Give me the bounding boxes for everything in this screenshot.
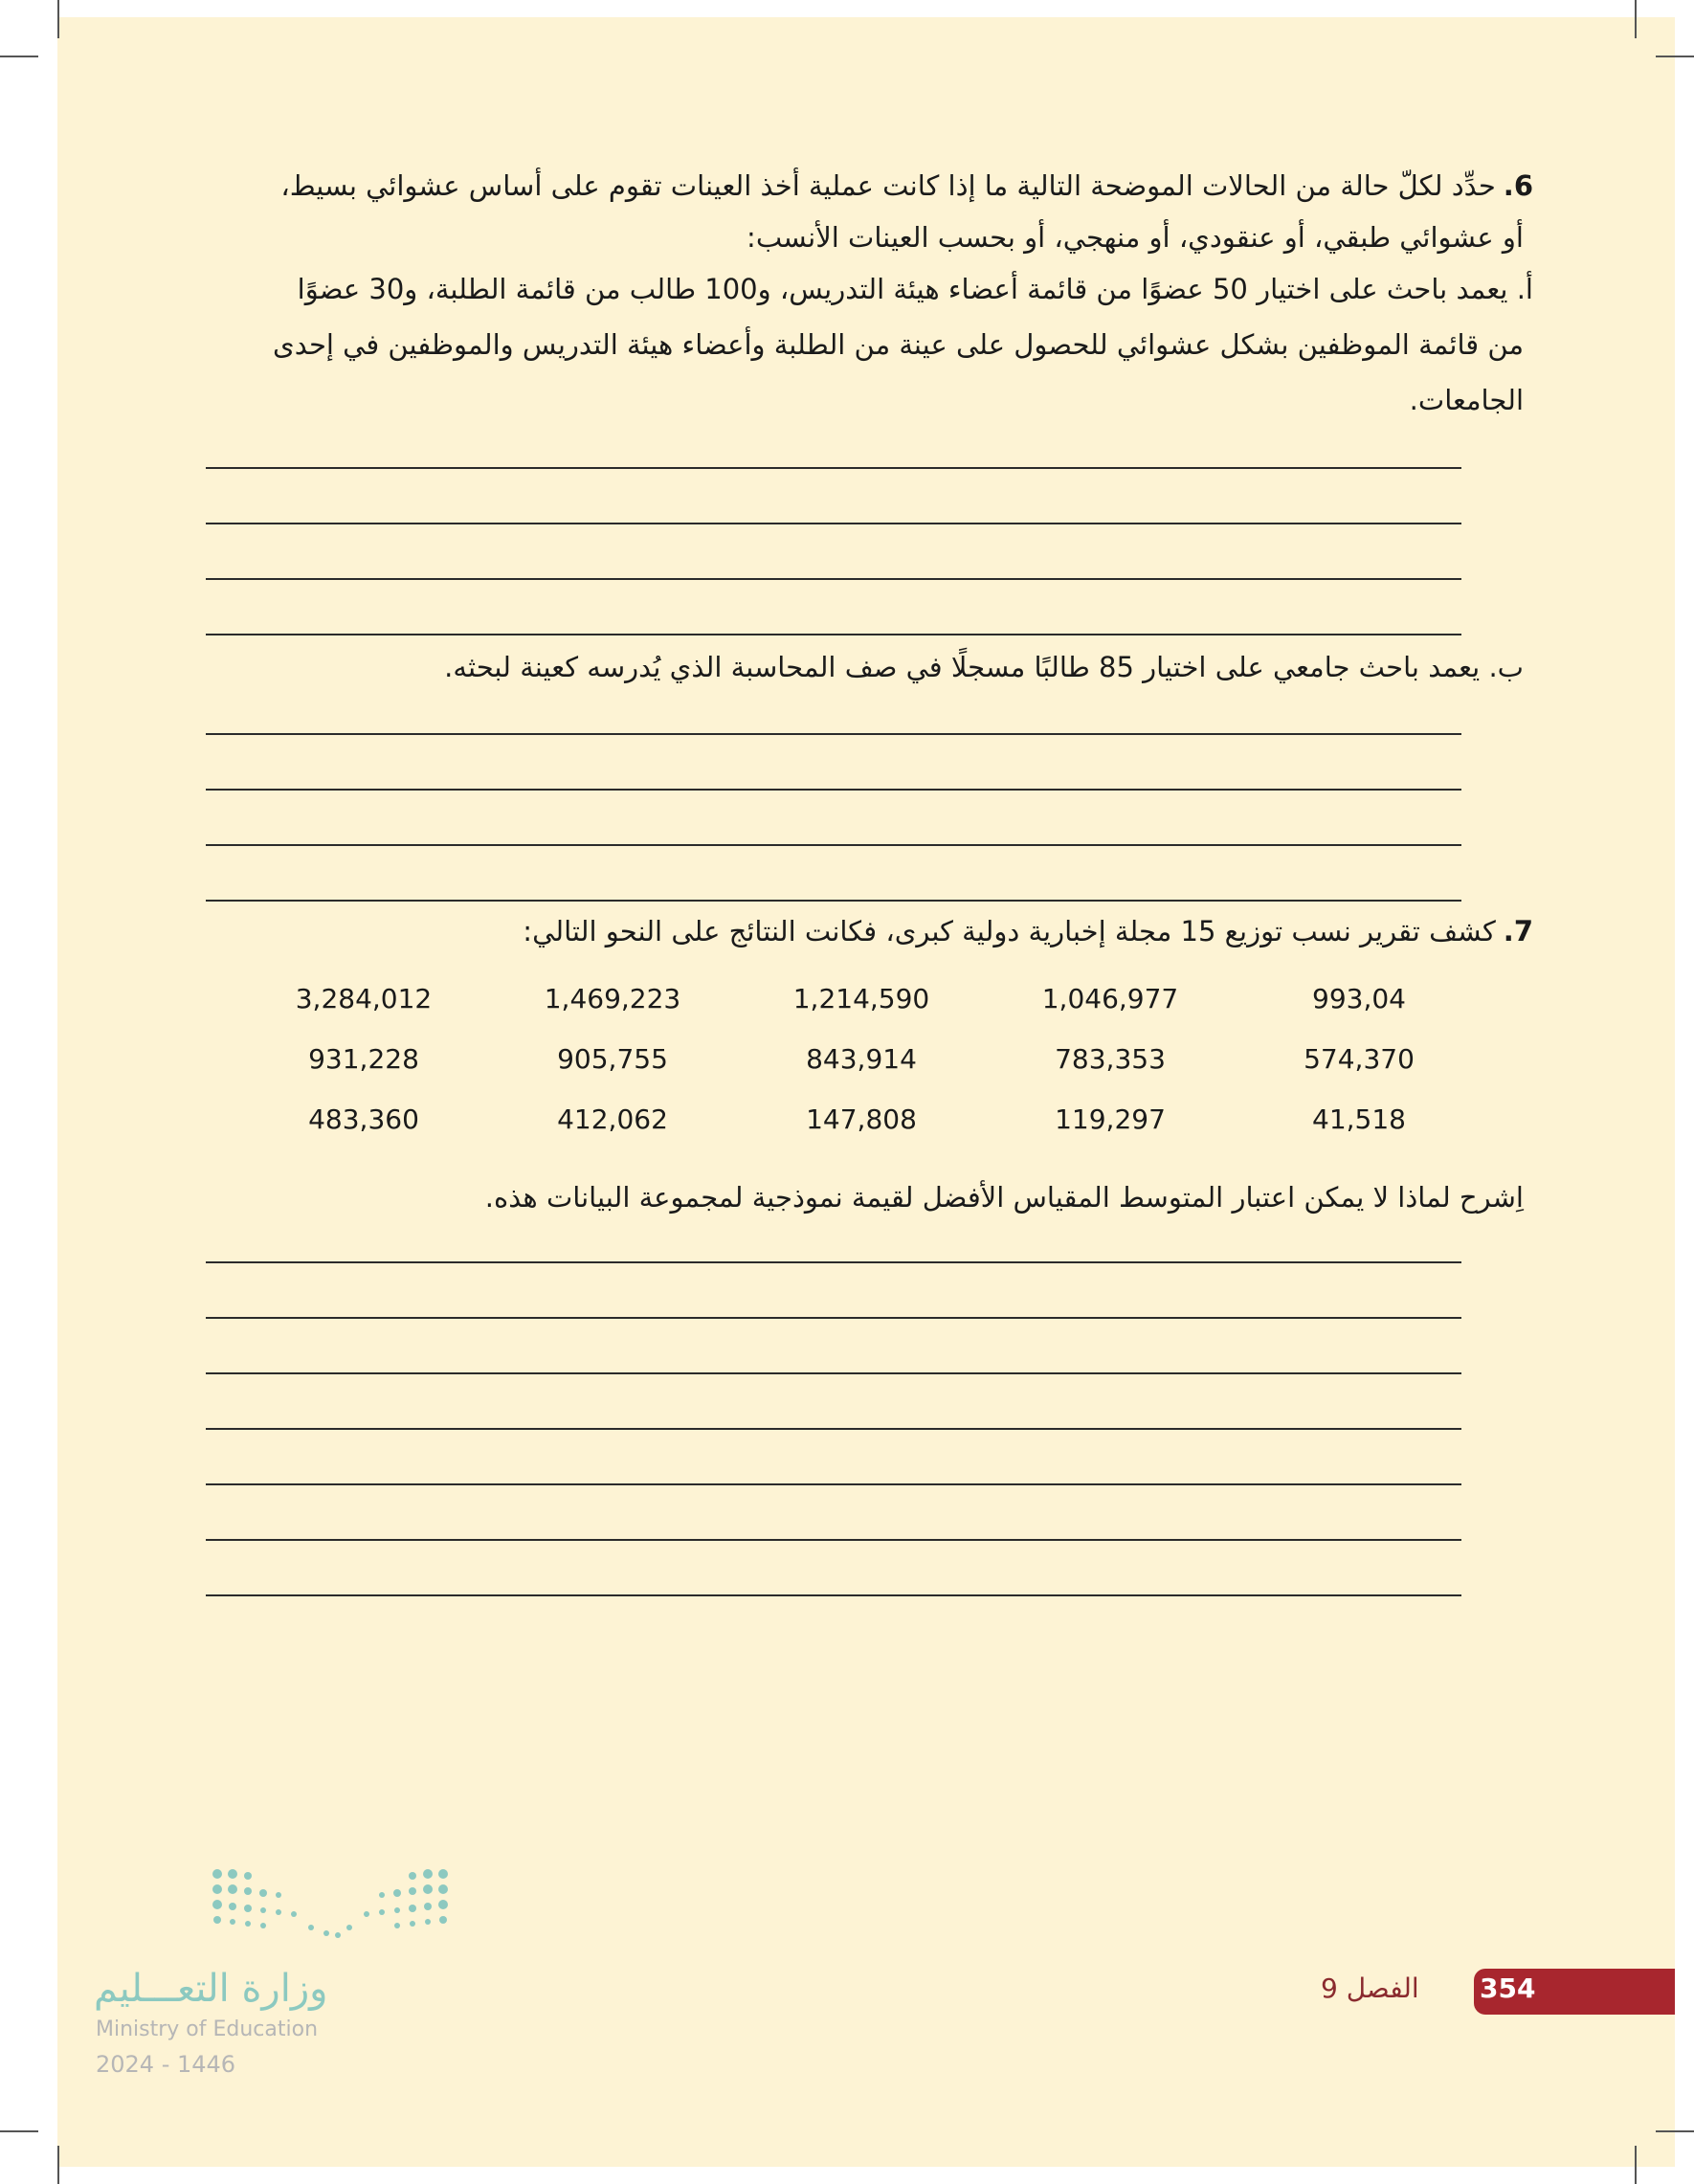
table-cell: 574,370 xyxy=(1304,1043,1415,1075)
item-text: يعمد باحث جامعي على اختيار 85 طالبًا مسجلًا في صف المحاسبة الذي يُدرسه كعينة لبحثه. xyxy=(444,651,1481,683)
table-cell: 1,469,223 xyxy=(544,983,681,1014)
item-text: الجامعات. xyxy=(1409,384,1524,416)
answer-line[interactable] xyxy=(206,846,1461,902)
answer-lines-6b[interactable] xyxy=(206,680,1461,902)
answer-line[interactable] xyxy=(206,1208,1461,1263)
question-number: 7. xyxy=(1503,915,1533,947)
table-cell: 119,297 xyxy=(1055,1103,1166,1135)
question-number: 6. xyxy=(1503,169,1533,202)
data-table xyxy=(239,969,1483,1149)
crop-mark xyxy=(0,2130,38,2132)
answer-line[interactable] xyxy=(206,524,1461,580)
ministry-name-english: Ministry of Education xyxy=(96,2017,319,2041)
answer-line[interactable] xyxy=(206,1430,1461,1485)
ministry-logo-dots-icon xyxy=(206,1866,455,1943)
table-cell: 412,062 xyxy=(557,1103,668,1135)
table-cell: 483,360 xyxy=(308,1103,419,1135)
table-cell: 147,808 xyxy=(806,1103,917,1135)
table-cell: 3,284,012 xyxy=(295,983,433,1014)
table-cell: 905,755 xyxy=(557,1043,668,1075)
table-cell: 993,04 xyxy=(1312,983,1406,1014)
answer-line[interactable] xyxy=(206,413,1461,469)
answer-line[interactable] xyxy=(206,1263,1461,1319)
question-text: اِشرح لماذا لا يمكن اعتبار المتوسط المقياس الأفضل لقيمة نموذجية لمجموعة البيانات هذه. xyxy=(484,1181,1524,1214)
crop-mark xyxy=(57,0,59,38)
page-number: 354 xyxy=(1480,1972,1536,2004)
table-cell: 783,353 xyxy=(1055,1043,1166,1075)
crop-mark xyxy=(57,2146,59,2184)
table-cell: 843,914 xyxy=(806,1043,917,1075)
answer-line[interactable] xyxy=(206,735,1461,791)
answer-line[interactable] xyxy=(206,680,1461,735)
table-row xyxy=(239,969,1483,1029)
answer-lines-6a[interactable] xyxy=(206,413,1461,635)
ministry-name-arabic: وزارة التعـــليم xyxy=(94,1967,328,2011)
table-row xyxy=(239,1089,1483,1149)
crop-mark xyxy=(0,56,38,57)
crop-mark xyxy=(1635,0,1637,38)
table-row xyxy=(239,1029,1483,1089)
item-text: من قائمة الموظفين بشكل عشوائي للحصول على عينة من الطلبة وأعضاء هيئة التدريس والموظفين في إحدى xyxy=(273,328,1524,361)
answer-line[interactable] xyxy=(206,1319,1461,1374)
answer-line[interactable] xyxy=(206,580,1461,635)
crop-mark xyxy=(1656,2130,1694,2132)
question-6 xyxy=(193,167,1533,418)
answer-line[interactable] xyxy=(206,791,1461,846)
question-text: أو عشوائي طبقي، أو عنقودي، أو منهجي، أو بحسب العينات الأنسب: xyxy=(747,221,1524,254)
table-cell: 931,228 xyxy=(308,1043,419,1075)
table-cell: 41,518 xyxy=(1312,1103,1406,1135)
chapter-label: الفصل 9 xyxy=(1321,1972,1419,2004)
answer-line[interactable] xyxy=(206,1485,1461,1541)
question-text: كشف تقرير نسب توزيع 15 مجلة إخبارية دولية كبرى، فكانت النتائج على النحو التالي: xyxy=(523,915,1496,947)
answer-lines-7[interactable] xyxy=(206,1208,1461,1596)
question-7 xyxy=(193,913,1533,949)
item-label: ب. xyxy=(1488,651,1524,683)
table-cell: 1,214,590 xyxy=(792,983,930,1014)
edition-year: 2024 - 1446 xyxy=(96,2051,236,2078)
item-label: أ. xyxy=(1516,273,1533,305)
crop-mark xyxy=(1656,56,1694,57)
table-cell: 1,046,977 xyxy=(1041,983,1179,1014)
item-text: يعمد باحث على اختيار 50 عضوًا من قائمة أعضاء هيئة التدريس، و100 طالب من قائمة الطلبة، و30 عضوًا xyxy=(297,273,1508,305)
answer-line[interactable] xyxy=(206,1374,1461,1430)
answer-line[interactable] xyxy=(206,1541,1461,1596)
answer-line[interactable] xyxy=(206,469,1461,524)
question-text: حدِّد لكلّ حالة من الحالات الموضحة التالية ما إذا كانت عملية أخذ العينات تقوم على أساس عشوائي بسيط، xyxy=(280,169,1496,202)
crop-mark xyxy=(1635,2146,1637,2184)
